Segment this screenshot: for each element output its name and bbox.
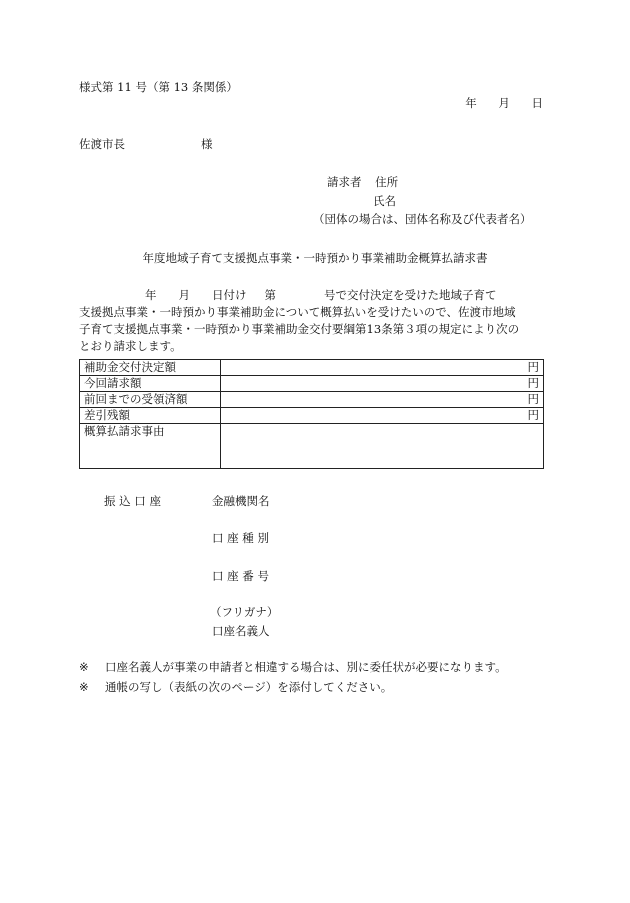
table-row: [80, 376, 544, 392]
note-2: [79, 681, 392, 695]
amount-input[interactable]: 円: [221, 360, 544, 376]
bank-holder-label: 口座名義人: [212, 624, 270, 638]
row-label: 今回請求額: [80, 376, 221, 392]
body-day: 日付け: [212, 288, 247, 302]
body-line-3: 子育て支援拠点事業・一時預かり事業補助金交付要綱第13条第３項の規定により次の: [79, 322, 520, 336]
body-line-4: とおり請求します。: [79, 339, 182, 353]
bank-account-type-label: 口 座 種 別: [212, 531, 269, 545]
amount-input[interactable]: 円: [221, 376, 544, 392]
date-month: 月: [498, 96, 510, 110]
reason-input[interactable]: [221, 424, 544, 469]
requester-address-label: 住所: [375, 175, 399, 189]
note-text: 口座名義人が事業の申請者と相違する場合は、別に委任状が必要になります。: [105, 660, 507, 674]
bank-section-label: 振 込 口 座: [104, 494, 161, 508]
document-title: 年度地域子育て支援拠点事業・一時預かり事業補助金概算払請求書: [142, 251, 488, 265]
date-day: 日: [531, 96, 543, 110]
date-year: 年: [465, 96, 477, 110]
body-no-prefix: 第: [264, 288, 276, 302]
row-label: 差引残額: [80, 408, 221, 424]
row-label: 前回までの受領済額: [80, 392, 221, 408]
body-line-1: [79, 287, 547, 304]
bank-account-number-label: 口 座 番 号: [212, 569, 269, 583]
note-1: [79, 661, 507, 675]
table-row: [80, 408, 544, 424]
amount-input[interactable]: 円: [221, 392, 544, 408]
requester-role: [327, 176, 398, 190]
form-number: 様式第 11 号（第 13 条関係）: [79, 80, 238, 94]
note-mark: ※: [79, 660, 89, 674]
body-line1-rest: 号で交付決定を受けた地域子育て: [324, 288, 497, 302]
addressee: [79, 138, 213, 152]
bank-institution-label: 金融機関名: [212, 494, 270, 508]
body-year: 年: [145, 288, 157, 302]
bank-furigana-label: （フリガナ）: [210, 605, 279, 619]
body-month: 月: [178, 288, 190, 302]
amounts-table: [79, 359, 544, 469]
row-label: 補助金交付決定額: [80, 360, 221, 376]
requester-name-label: 氏名: [373, 194, 396, 208]
body-line-2: 支援拠点事業・一時預かり事業補助金について概算払いを受けたいので、佐渡市地域: [79, 305, 516, 319]
note-text: 通帳の写し（表紙の次のページ）を添付してください。: [105, 680, 393, 694]
body-paragraph: [79, 287, 547, 355]
date-line: [465, 97, 543, 111]
note-mark: ※: [79, 680, 89, 694]
table-row: [80, 392, 544, 408]
requester-role-label: 請求者: [327, 175, 362, 189]
reason-label: 概算払請求事由: [80, 424, 221, 469]
requester-note: （団体の場合は、団体名称及び代表者名）: [313, 212, 532, 226]
addressee-name: 佐渡市長: [79, 137, 125, 151]
table-row: [80, 360, 544, 376]
amount-input[interactable]: 円: [221, 408, 544, 424]
table-row: [80, 424, 544, 469]
addressee-honorific: 様: [201, 137, 213, 151]
